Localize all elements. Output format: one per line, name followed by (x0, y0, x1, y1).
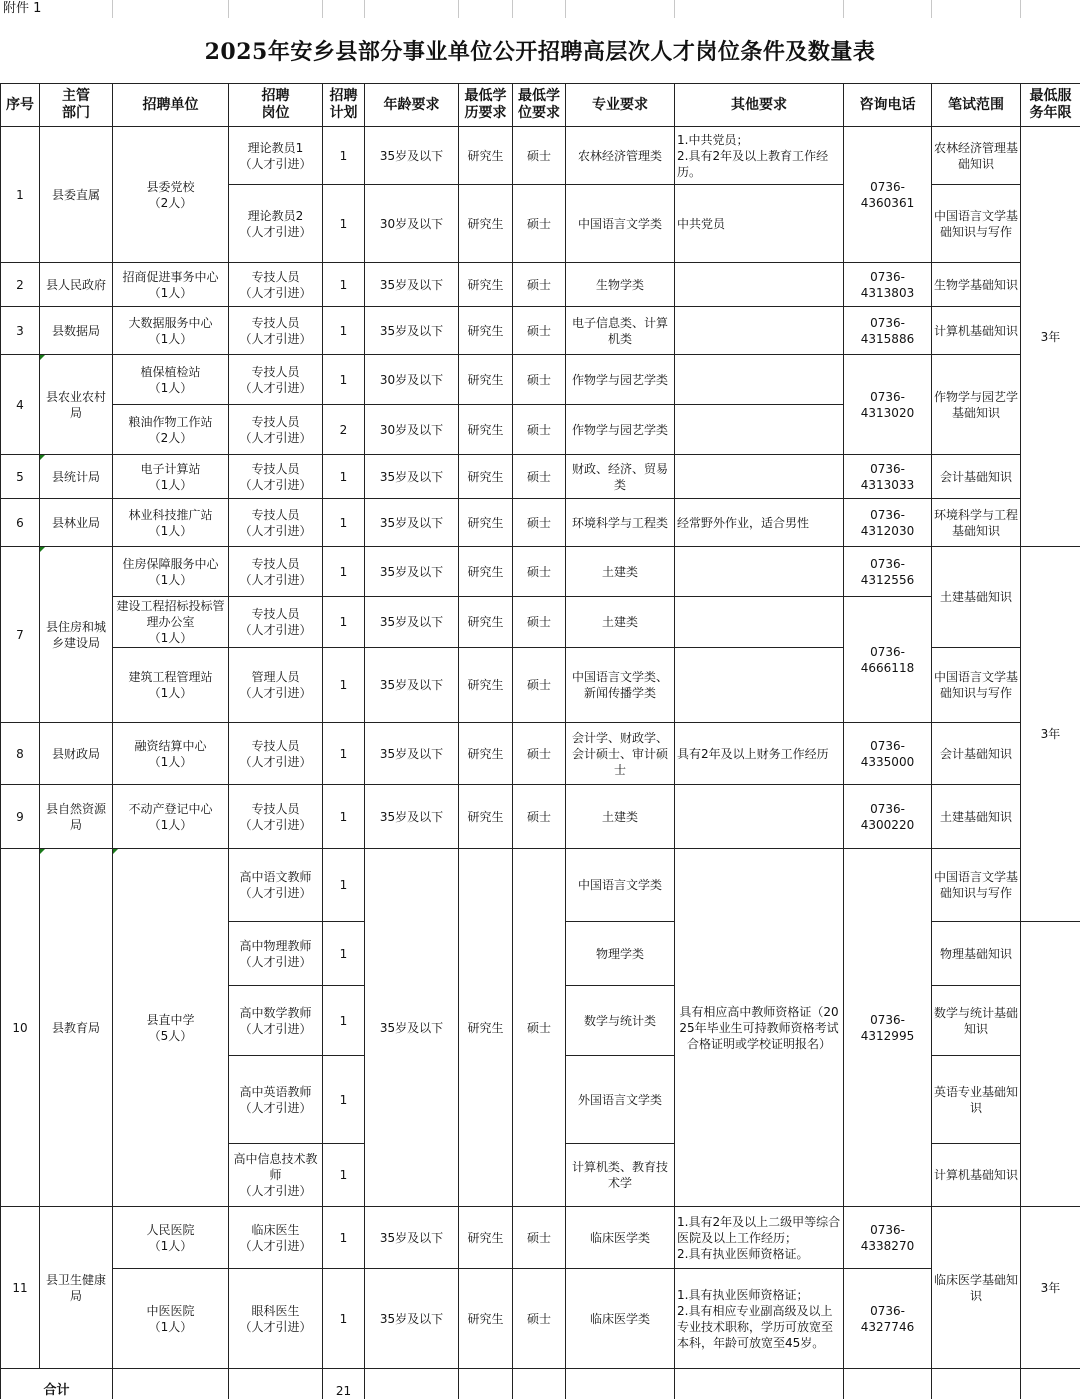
cell-dept: 县住房和城乡建设局 (40, 547, 113, 723)
cell-major: 财政、经济、贸易类 (566, 455, 675, 499)
cell-major: 土建类 (566, 785, 675, 849)
cell-phone: 0736- 4313020 (844, 355, 932, 455)
grid-line (112, 0, 113, 18)
cell-post: 高中信息技术教师 （人才引进） (229, 1144, 323, 1207)
cell-plan: 1 (323, 648, 365, 723)
cell-dept: 县卫生健康局 (40, 1207, 113, 1369)
table-row (1, 499, 1080, 547)
header-other: 其他要求 (675, 84, 844, 127)
cell-post: 专技人员 （人才引进） (229, 499, 323, 547)
grid-line (322, 0, 323, 18)
cell-other (675, 648, 844, 723)
total-row (1, 1369, 1080, 1399)
cell-seq: 9 (1, 785, 40, 849)
cell-degree: 硕士 (513, 849, 566, 1207)
cell-exam: 作物学与园艺学基础知识 (932, 355, 1021, 455)
cell-degree: 硕士 (513, 405, 566, 455)
table-row (1, 1207, 1080, 1269)
cell-post: 专技人员 （人才引进） (229, 263, 323, 307)
cell-unit: 粮油作物工作站 （2人） (113, 405, 229, 455)
cell-age: 30岁及以下 (365, 185, 459, 263)
cell-other: 1.具有执业医师资格证； 2.具有相应专业副高级及以上专业技术职称，学历可放宽至本科，年龄可放宽至45岁。 (675, 1269, 844, 1369)
cell-exam: 生物学基础知识 (932, 263, 1021, 307)
cell-edu: 研究生 (459, 723, 513, 785)
cell-post: 专技人员 （人才引进） (229, 597, 323, 648)
cell-degree: 硕士 (513, 785, 566, 849)
cell-edu: 研究生 (459, 648, 513, 723)
cell-post: 专技人员 （人才引进） (229, 547, 323, 597)
cell-major: 中国语言文学类 (566, 849, 675, 922)
cell-major: 数学与统计类 (566, 986, 675, 1056)
cell-phone: 0736- 4312030 (844, 499, 932, 547)
header-edu: 最低学 历要求 (459, 84, 513, 127)
cell-edu: 研究生 (459, 405, 513, 455)
cell-age: 35岁及以下 (365, 648, 459, 723)
header-dept: 主管 部门 (40, 84, 113, 127)
cell-other (675, 307, 844, 355)
cell-edu: 研究生 (459, 307, 513, 355)
cell-dept: 县委直属 (40, 127, 113, 263)
cell-exam: 数学与统计基础知识 (932, 986, 1021, 1056)
cell-plan: 1 (323, 547, 365, 597)
table-row (1, 723, 1080, 785)
cell-empty (365, 1369, 459, 1399)
total-plan: 21 (323, 1369, 365, 1399)
cell-plan: 1 (323, 597, 365, 648)
cell-unit: 植保植检站 （1人） (113, 355, 229, 405)
cell-dept: 县统计局 (40, 455, 113, 499)
cell-seq: 11 (1, 1207, 40, 1369)
table-row (1, 307, 1080, 355)
table-row (1, 547, 1080, 597)
cell-age: 35岁及以下 (365, 1269, 459, 1369)
cell-post: 专技人员 （人才引进） (229, 455, 323, 499)
cell-phone: 0736- 4360361 (844, 127, 932, 263)
cell-major: 会计学、财政学、会计硕士、审计硕士 (566, 723, 675, 785)
cell-unit: 招商促进事务中心 （1人） (113, 263, 229, 307)
cell-exam: 土建基础知识 (932, 547, 1021, 648)
cell-plan: 1 (323, 785, 365, 849)
cell-degree: 硕士 (513, 1207, 566, 1269)
grid-line (364, 0, 365, 18)
table-row (1, 355, 1080, 405)
cell-exam: 中国语言文学基础知识与写作 (932, 648, 1021, 723)
cell-degree: 硕士 (513, 307, 566, 355)
cell-other (675, 455, 844, 499)
cell-plan: 1 (323, 499, 365, 547)
cell-unit: 大数据服务中心 （1人） (113, 307, 229, 355)
cell-plan: 1 (323, 1207, 365, 1269)
cell-degree: 硕士 (513, 723, 566, 785)
cell-seq: 4 (1, 355, 40, 455)
cell-service: 3年 (1021, 1207, 1080, 1369)
cell-plan: 1 (323, 986, 365, 1056)
header-phone: 咨询电话 (844, 84, 932, 127)
cell-post: 高中英语教师 （人才引进） (229, 1056, 323, 1144)
cell-other: 具有相应高中教师资格证（2025年毕业生可持教师资格考试合格证明或学校证明报名） (675, 849, 844, 1207)
cell-exam: 计算机基础知识 (932, 1144, 1021, 1207)
cell-post: 临床医生 （人才引进） (229, 1207, 323, 1269)
cell-plan: 2 (323, 405, 365, 455)
cell-empty (113, 1369, 229, 1399)
cell-seq: 3 (1, 307, 40, 355)
cell-post: 高中物理教师 （人才引进） (229, 922, 323, 986)
total-label: 合计 (1, 1369, 113, 1399)
grid-line (458, 0, 459, 18)
header-service: 最低服 务年限 (1021, 84, 1080, 127)
cell-degree: 硕士 (513, 263, 566, 307)
cell-major: 中国语言文学类、新闻传播学类 (566, 648, 675, 723)
cell-edu: 研究生 (459, 499, 513, 547)
cell-plan: 1 (323, 1056, 365, 1144)
cell-unit: 建设工程招标投标管理办公室 （1人） (113, 597, 229, 648)
cell-edu: 研究生 (459, 455, 513, 499)
cell-other: 经常野外作业，适合男性 (675, 499, 844, 547)
cell-empty (566, 1369, 675, 1399)
cell-age: 30岁及以下 (365, 405, 459, 455)
title-row (0, 18, 1080, 83)
cell-post: 专技人员 （人才引进） (229, 723, 323, 785)
cell-post: 理论教员1 （人才引进） (229, 127, 323, 185)
table-row (1, 597, 1080, 648)
cell-plan: 1 (323, 922, 365, 986)
grid-line (1020, 0, 1021, 18)
table-row (1, 455, 1080, 499)
cell-age: 30岁及以下 (365, 355, 459, 405)
cell-edu: 研究生 (459, 1269, 513, 1369)
cell-exam: 计算机基础知识 (932, 307, 1021, 355)
cell-plan: 1 (323, 355, 365, 405)
cell-phone: 0736- 4335000 (844, 723, 932, 785)
grid-line (843, 0, 844, 18)
cell-major: 计算机类、教育技术学 (566, 1144, 675, 1207)
header-unit: 招聘单位 (113, 84, 229, 127)
cell-unit: 人民医院 （1人） (113, 1207, 229, 1269)
cell-plan: 1 (323, 455, 365, 499)
cell-empty (513, 1369, 566, 1399)
cell-dept: 县数据局 (40, 307, 113, 355)
cell-exam: 中国语言文学基础知识与写作 (932, 185, 1021, 263)
grid-line (512, 0, 513, 18)
cell-service: 3年 (1021, 127, 1080, 547)
table-row (1, 1269, 1080, 1369)
cell-dept: 县林业局 (40, 499, 113, 547)
cell-major: 农林经济管理类 (566, 127, 675, 185)
cell-age: 35岁及以下 (365, 597, 459, 648)
cell-age: 35岁及以下 (365, 849, 459, 1207)
cell-other (675, 547, 844, 597)
cell-major: 中国语言文学类 (566, 185, 675, 263)
cell-phone: 0736- 4300220 (844, 785, 932, 849)
cell-seq: 7 (1, 547, 40, 723)
cell-plan: 1 (323, 263, 365, 307)
cell-dept: 县教育局 (40, 849, 113, 1207)
cell-age: 35岁及以下 (365, 307, 459, 355)
cell-exam: 物理基础知识 (932, 922, 1021, 986)
cell-unit: 住房保障服务中心 （1人） (113, 547, 229, 597)
cell-major: 电子信息类、计算机类 (566, 307, 675, 355)
cell-unit: 县直中学 （5人） (113, 849, 229, 1207)
cell-degree: 硕士 (513, 648, 566, 723)
cell-degree: 硕士 (513, 499, 566, 547)
cell-unit: 县委党校 （2人） (113, 127, 229, 263)
header-row (1, 84, 1080, 127)
cell-major: 作物学与园艺学类 (566, 355, 675, 405)
table-row (1, 785, 1080, 849)
cell-dept: 县人民政府 (40, 263, 113, 307)
cell-degree: 硕士 (513, 355, 566, 405)
cell-age: 35岁及以下 (365, 455, 459, 499)
cell-unit: 融资结算中心 （1人） (113, 723, 229, 785)
cell-age: 35岁及以下 (365, 785, 459, 849)
cell-exam: 临床医学基础知识 (932, 1207, 1021, 1369)
cell-seq: 8 (1, 723, 40, 785)
cell-plan: 1 (323, 185, 365, 263)
cell-seq: 6 (1, 499, 40, 547)
cell-major: 作物学与园艺学类 (566, 405, 675, 455)
cell-post: 高中语文教师 （人才引进） (229, 849, 323, 922)
cell-degree: 硕士 (513, 547, 566, 597)
cell-edu: 研究生 (459, 547, 513, 597)
header-degree: 最低学 位要求 (513, 84, 566, 127)
cell-unit: 林业科技推广站 （1人） (113, 499, 229, 547)
cell-major: 土建类 (566, 597, 675, 648)
header-exam: 笔试范围 (932, 84, 1021, 127)
cell-other: 具有2年及以上财务工作经历 (675, 723, 844, 785)
cell-phone: 0736- 4312995 (844, 849, 932, 1207)
header-major: 专业要求 (566, 84, 675, 127)
header-post: 招聘 岗位 (229, 84, 323, 127)
cell-unit: 不动产登记中心 （1人） (113, 785, 229, 849)
cell-empty (1021, 1369, 1080, 1399)
cell-other (675, 785, 844, 849)
cell-plan: 1 (323, 1269, 365, 1369)
cell-plan: 1 (323, 849, 365, 922)
cell-major: 临床医学类 (566, 1207, 675, 1269)
cell-plan: 1 (323, 307, 365, 355)
cell-exam: 土建基础知识 (932, 785, 1021, 849)
cell-other: 1.中共党员； 2.具有2年及以上教育工作经历。 (675, 127, 844, 185)
cell-plan: 1 (323, 1144, 365, 1207)
cell-edu: 研究生 (459, 263, 513, 307)
cell-seq: 1 (1, 127, 40, 263)
cell-degree: 硕士 (513, 597, 566, 648)
cell-edu: 研究生 (459, 1207, 513, 1269)
cell-exam: 会计基础知识 (932, 723, 1021, 785)
cell-seq: 10 (1, 849, 40, 1207)
header-seq: 序号 (1, 84, 40, 127)
cell-empty (932, 1369, 1021, 1399)
cell-edu: 研究生 (459, 849, 513, 1207)
cell-other: 中共党员 (675, 185, 844, 263)
cell-edu: 研究生 (459, 355, 513, 405)
cell-plan: 1 (323, 723, 365, 785)
cell-exam: 英语专业基础知识 (932, 1056, 1021, 1144)
table-row (1, 127, 1080, 185)
cell-phone: 0736- 4315886 (844, 307, 932, 355)
cell-edu: 研究生 (459, 785, 513, 849)
cell-dept: 县农业农村局 (40, 355, 113, 455)
cell-other (675, 597, 844, 648)
cell-post: 专技人员 （人才引进） (229, 355, 323, 405)
cell-phone: 0736- 4313803 (844, 263, 932, 307)
cell-age: 35岁及以下 (365, 499, 459, 547)
cell-phone: 0736- 4666118 (844, 597, 932, 723)
cell-major: 物理学类 (566, 922, 675, 986)
cell-post: 管理人员 （人才引进） (229, 648, 323, 723)
cell-exam: 会计基础知识 (932, 455, 1021, 499)
cell-edu: 研究生 (459, 127, 513, 185)
cell-degree: 硕士 (513, 127, 566, 185)
cell-major: 临床医学类 (566, 1269, 675, 1369)
cell-phone: 0736- 4313033 (844, 455, 932, 499)
cell-empty (459, 1369, 513, 1399)
cell-other (675, 263, 844, 307)
cell-unit: 中医医院 （1人） (113, 1269, 229, 1369)
table-row (1, 263, 1080, 307)
cell-age: 35岁及以下 (365, 547, 459, 597)
cell-exam: 农林经济管理基础知识 (932, 127, 1021, 185)
cell-dept: 县自然资源局 (40, 785, 113, 849)
cell-edu: 研究生 (459, 185, 513, 263)
cell-empty (229, 1369, 323, 1399)
cell-major: 环境科学与工程类 (566, 499, 675, 547)
top-strip (0, 0, 1080, 18)
grid-line (931, 0, 932, 18)
cell-other (675, 355, 844, 405)
cell-post: 理论教员2 （人才引进） (229, 185, 323, 263)
cell-degree: 硕士 (513, 185, 566, 263)
cell-other (675, 405, 844, 455)
cell-phone: 0736- 4327746 (844, 1269, 932, 1369)
cell-age: 35岁及以下 (365, 1207, 459, 1269)
cell-unit: 电子计算站 （1人） (113, 455, 229, 499)
cell-other: 1.具有2年及以上二级甲等综合医院及以上工作经历； 2.具有执业医师资格证。 (675, 1207, 844, 1269)
table-row (1, 849, 1080, 922)
grid-line (228, 0, 229, 18)
cell-seq: 2 (1, 263, 40, 307)
cell-empty (844, 1369, 932, 1399)
header-plan: 招聘 计划 (323, 84, 365, 127)
cell-plan: 1 (323, 127, 365, 185)
cell-post: 眼科医生 （人才引进） (229, 1269, 323, 1369)
cell-post: 专技人员 （人才引进） (229, 785, 323, 849)
cell-post: 专技人员 （人才引进） (229, 405, 323, 455)
cell-dept: 县财政局 (40, 723, 113, 785)
cell-service: 3年 (1021, 547, 1080, 922)
attachment-label: 附件 1 (3, 1, 41, 17)
page-title: 2025年安乡县部分事业单位公开招聘高层次人才岗位条件及数量表 (205, 35, 876, 66)
cell-degree: 硕士 (513, 455, 566, 499)
cell-post: 专技人员 （人才引进） (229, 307, 323, 355)
cell-major: 外国语言文学类 (566, 1056, 675, 1144)
cell-edu: 研究生 (459, 597, 513, 648)
grid-line (674, 0, 675, 18)
cell-seq: 5 (1, 455, 40, 499)
cell-major: 土建类 (566, 547, 675, 597)
cell-age: 35岁及以下 (365, 263, 459, 307)
cell-exam: 环境科学与工程基础知识 (932, 499, 1021, 547)
cell-empty (675, 1369, 844, 1399)
grid-line (565, 0, 566, 18)
cell-age: 35岁及以下 (365, 127, 459, 185)
cell-unit: 建筑工程管理站 （1人） (113, 648, 229, 723)
recruitment-table (0, 83, 1080, 1399)
cell-degree: 硕士 (513, 1269, 566, 1369)
cell-phone: 0736- 4312556 (844, 547, 932, 597)
cell-phone: 0736- 4338270 (844, 1207, 932, 1269)
cell-age: 35岁及以下 (365, 723, 459, 785)
cell-major: 生物学类 (566, 263, 675, 307)
header-age: 年龄要求 (365, 84, 459, 127)
cell-post: 高中数学教师 （人才引进） (229, 986, 323, 1056)
cell-exam: 中国语言文学基础知识与写作 (932, 849, 1021, 922)
